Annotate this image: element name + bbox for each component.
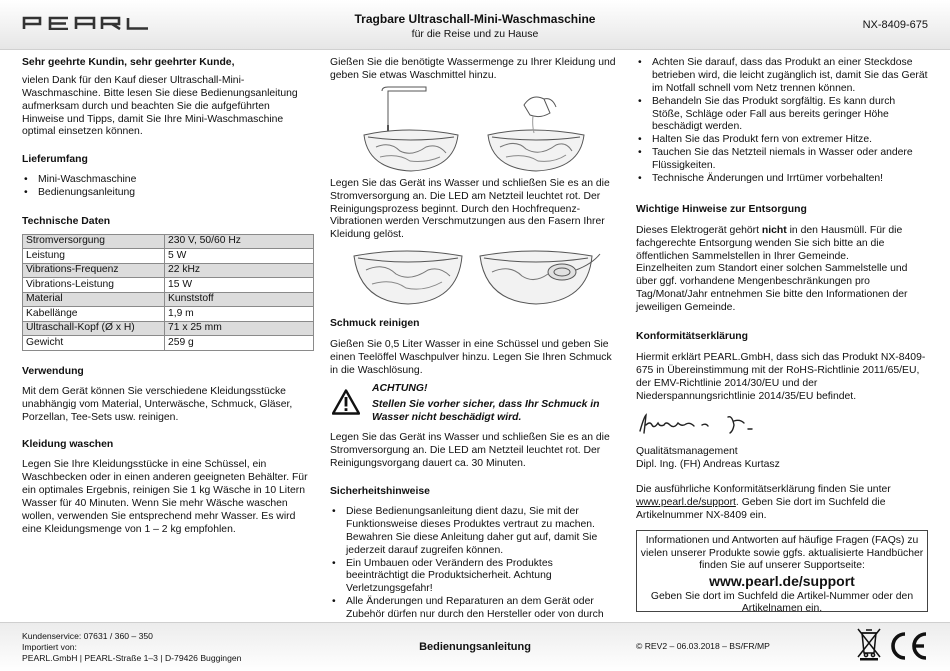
list-item: • Achten Sie darauf, dass das Produkt an einer Steckdose betrieben wird, die leicht zugänglich ist, damit Sie das Gerät im Notfall schnell vom Netz trennen können.	[636, 57, 928, 96]
warning-triangle-icon	[332, 389, 360, 415]
conformity-text: Hiermit erklärt PEARL.GmbH, dass sich das Produkt NX-8409-675 in Übereinstimmung mit der RoHS-Richtlinie 2011/65/EU, der EMV-Richtlinie 2014/30/EU und der Niederspannungsrichtlinie 2014/35/EU befindet.	[636, 351, 926, 402]
table-cell: Leistung	[23, 249, 165, 264]
disposal-text-part: in den Hausmüll. Für die fachgerechte Entsorgung wenden Sie sich bitte an die öffentlichen Sammelstellen in Ihrer Gemeinde.	[636, 224, 903, 262]
list-item: • Alle Änderungen und Reparaturen an dem Gerät oder Zubehör dürfen nur durch den Hersteller oder von durch	[330, 596, 618, 648]
signature-role: Qualitätsmanagement	[636, 446, 738, 458]
table-row	[23, 278, 314, 293]
importer-label: Importiert von:	[22, 642, 77, 653]
column-middle	[330, 57, 618, 648]
article-number: NX-8409-675	[862, 19, 928, 31]
table-cell: 5 W	[165, 249, 314, 264]
declaration-text-part: . Geben Sie dort im Suchfeld die Artikelnummer NX-8409 ein.	[636, 497, 886, 521]
list-item: • Technische Änderungen und Irrtümer vorbehalten!	[636, 173, 928, 186]
tech-table	[22, 234, 314, 351]
list-item: • Ein Umbauen oder Verändern des Produktes beeinträchtigt die Produktsicherheit. Achtung Verletzungsgefahr!	[330, 558, 618, 597]
footer-title: Bedienungsanleitung	[419, 641, 531, 653]
plug-text: Legen Sie das Gerät ins Wasser und schließen Sie es an die Stromversorgung an. Die LED am Netzteil leuchtet rot. Der Reinigungsprozess beginnt. Durch den Hochfrequenz-Vibrationen werden Verschmutzungen aus den Fasern Ihrer Kleidung gelöst.	[330, 177, 610, 241]
full-declaration-text	[636, 484, 928, 523]
disposal-text-part: Dieses Elektrogerät gehört	[636, 224, 762, 236]
revision-info: © REV2 – 06.03.2018 – BS/FR/MP	[636, 641, 770, 651]
faq-box	[636, 530, 928, 615]
table-cell: 1,9 m	[165, 307, 314, 322]
usage-heading: Verwendung	[22, 365, 84, 377]
table-cell: Kabellänge	[23, 307, 165, 322]
pearl-logo	[22, 16, 152, 30]
intro-text: vielen Dank für den Kauf dieser Ultraschall-Mini-Waschmaschine. Bitte lesen Sie diese Bedienungsanleitung aufmerksam durch und beachten Sie die aufgeführten Hinweise und Tipps, damit Sie Ihre Mini-Waschmaschine optimal einsetzen können.	[22, 74, 298, 138]
page-header	[0, 0, 950, 50]
wash-text: Legen Sie Ihre Kleidungsstücke in eine Schüssel, ein Waschbecken oder in einen anderen geeigneten Behälter. Für ein optimales Ergebnis, reinigen Sie 1 kg Wäsche in 10 Litern Wasser für 40 Minuten. Wenn Sie mehr Wäsche waschen wollen, verwenden Sie entsprechend mehr Wasser. Es wird eine Kleidungsmenge von 1 – 2 kg empfohlen.	[22, 459, 308, 535]
conformity-heading: Konformitätserklärung	[636, 331, 749, 343]
safety-list-continued	[636, 57, 928, 186]
table-row	[23, 249, 314, 264]
document-title: Tragbare Ultraschall-Mini-Waschmaschine	[354, 12, 596, 26]
faq-text-2: Geben Sie dort im Suchfeld die Artikel-Nummer oder den Artikelnamen ein.	[650, 590, 914, 615]
table-row	[23, 263, 314, 278]
declaration-text-part: Die ausführliche Konformitätserklärung finden Sie unter	[636, 484, 891, 496]
page-footer	[0, 622, 950, 671]
pour-text: Gießen Sie die benötigte Wassermenge zu Ihrer Kleidung und geben Sie etwas Waschmittel hinzu.	[330, 57, 616, 81]
importer-address: PEARL.GmbH | PEARL-Straße 1–3 | D-79426 Buggingen	[22, 653, 242, 664]
faq-text: Informationen und Antworten auf häufige Fragen (FAQs) zu vielen unserer Produkte sowie ggfs. aktualisierte Handbücher finden Sie auf unserer Supportseite:	[640, 535, 924, 572]
table-cell: Vibrations-Frequenz	[23, 263, 165, 278]
table-cell: Kunststoff	[165, 292, 314, 307]
scope-list	[22, 174, 314, 200]
warning-text: Stellen Sie vorher sicher, dass Ihr Schmuck in Wasser nicht beschädigt wird.	[372, 398, 600, 423]
jewelry-heading: Schmuck reinigen	[330, 318, 420, 330]
washing-illustration	[330, 248, 618, 308]
list-item: • Mini-Waschmaschine	[22, 174, 314, 187]
disposal-text-2: Einzelheiten zum Standort einer solchen Sammelstelle und über ggf. vorhandene Mengenbeschränkungen pro Tag/Monat/Jahr entnehmen Sie bitte den Informationen der jeweiligen Gemeinde.	[636, 263, 908, 314]
pour-water-illustration	[330, 83, 618, 175]
disposal-heading: Wichtige Hinweise zur Entsorgung	[636, 203, 807, 215]
safety-heading: Sicherheitshinweise	[330, 486, 430, 498]
footer-contact	[22, 631, 241, 665]
table-cell: Material	[23, 292, 165, 307]
scope-heading: Lieferumfang	[22, 154, 88, 166]
warning-title: ACHTUNG!	[372, 382, 428, 394]
tech-heading: Technische Daten	[22, 216, 111, 228]
customer-service: Kundenservice: 07631 / 360 – 350	[22, 631, 153, 641]
document-subtitle: für die Reise und zu Hause	[411, 28, 539, 40]
column-right	[636, 57, 928, 523]
table-row	[23, 292, 314, 307]
wash-heading: Kleidung waschen	[22, 439, 114, 451]
table-row	[23, 321, 314, 336]
list-item: • Behandeln Sie das Produkt sorgfältig. Es kann durch Stöße, Schläge oder Fall aus bereits geringer Höhe beschädigt werden.	[636, 96, 928, 135]
column-left	[22, 57, 314, 537]
table-row	[23, 307, 314, 322]
table-row	[23, 234, 314, 249]
table-cell: 259 g	[165, 336, 314, 351]
disposal-emphasis: nicht	[761, 224, 787, 236]
faq-support-link[interactable]: www.pearl.de/support	[709, 573, 855, 590]
table-cell: 22 kHz	[165, 263, 314, 278]
list-item: • Tauchen Sie das Netzteil niemals in Wasser oder andere Flüssigkeiten.	[636, 147, 928, 173]
list-item: • Diese Bedienungsanleitung dient dazu, Sie mit der Funktionsweise dieses Produktes vertraut zu machen. Bewahren Sie diese Anleitung daher gut auf, damit Sie jederzeit darauf zugreifen können.	[330, 506, 618, 558]
support-link[interactable]: www.pearl.de/support	[636, 497, 736, 509]
greeting: Sehr geehrte Kundin, sehr geehrter Kunde,	[22, 57, 235, 68]
disposal-text	[636, 225, 928, 264]
signature-image	[636, 413, 786, 435]
jewelry-text: Gießen Sie 0,5 Liter Wasser in eine Schüssel und geben Sie einen Teelöffel Waschpulver hinzu. Legen Sie Ihren Schmuck in die Waschlösung.	[330, 339, 612, 376]
table-cell: Ultraschall-Kopf (Ø x H)	[23, 321, 165, 336]
table-cell: 230 V, 50/60 Hz	[165, 234, 314, 249]
table-cell: 71 x 25 mm	[165, 321, 314, 336]
table-cell: Stromversorgung	[23, 234, 165, 249]
jewelry-text-2: Legen Sie das Gerät ins Wasser und schließen Sie es an die Stromversorgung an. Die LED am Netzteil leuchtet rot. Der Reinigungsvorgang dauert ca. 30 Minuten.	[330, 432, 610, 470]
list-item: • Bedienungsanleitung	[22, 187, 314, 200]
table-cell: 15 W	[165, 278, 314, 293]
warning-box	[330, 383, 618, 425]
signature-name: Dipl. Ing. (FH) Andreas Kurtasz	[636, 459, 780, 471]
list-item: • Halten Sie das Produkt fern von extremer Hitze.	[636, 134, 928, 147]
ce-mark-icon	[887, 631, 929, 661]
table-cell: Gewicht	[23, 336, 165, 351]
table-cell: Vibrations-Leistung	[23, 278, 165, 293]
weee-bin-icon	[857, 627, 881, 661]
usage-text: Mit dem Gerät können Sie verschiedene Kleidungsstücke unabhängig vom Material, Unterwäsche, Schmuck, Gläser, Porzellan, Tee-Sets usw. reinigen.	[22, 385, 293, 423]
table-row	[23, 336, 314, 351]
